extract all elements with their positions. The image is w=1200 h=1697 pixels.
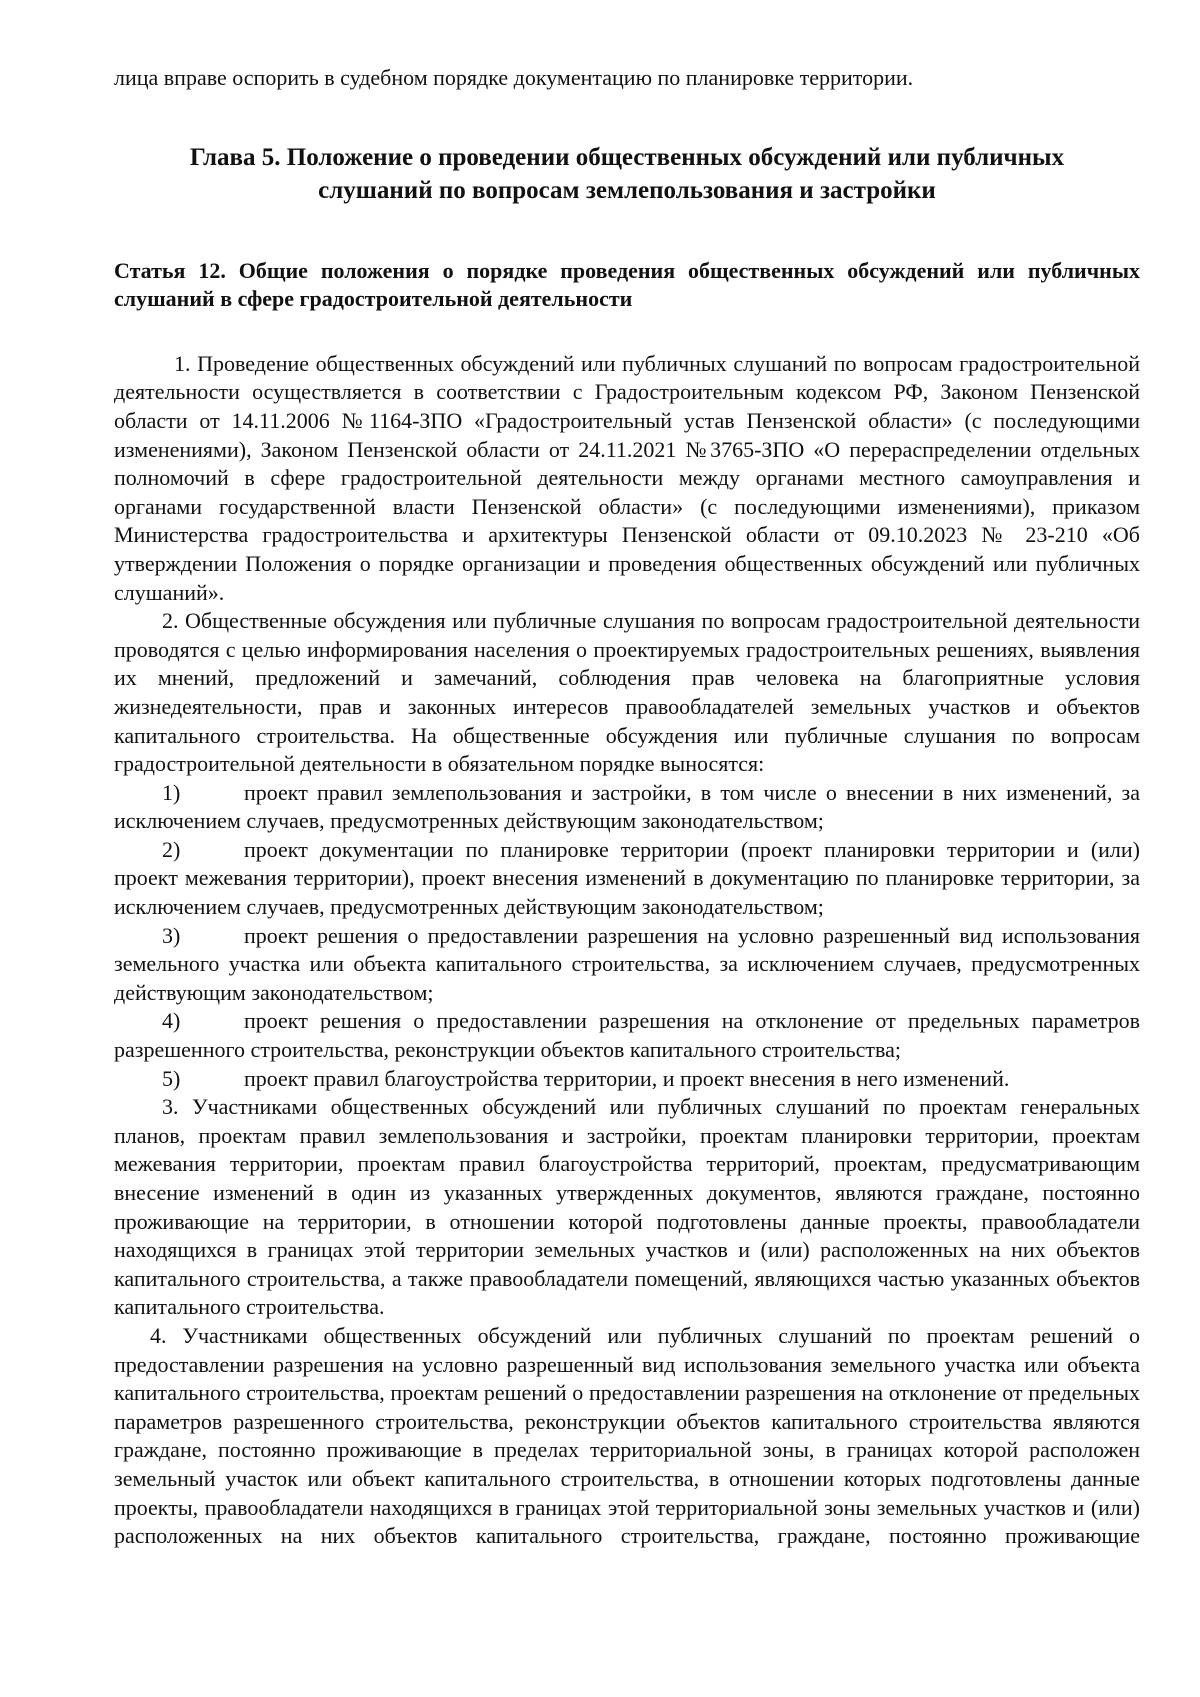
paragraph-3: 3. Участниками общественных обсуждений или публичных слушаний по проектам генеральных планов, проектам правил землепользования и застройки, проектам планировки территории, проектам межевания территории, проектам правил благоустройства территорий, проектам, предусматривающим внесение изменений в один из указанных утвержденных документов, являются граждане, постоянно проживающие на территории, в отношении которой подготовлены данные проекты, правообладатели находящихся в границах этой территории земельных участков и (или) расположенных на них объектов капитального строительства, а также правообладатели помещений, являющихся частью указанных объектов капитального строительства.: [114, 1094, 1140, 1320]
list-item-text: проект правил благоустройства территории, и проект внесения в него изменений.: [244, 1065, 1010, 1091]
list-item-text: проект документации по планировке территории (проект планировки территории и (или) проект межевания территории), проект внесения изменений в документацию по планировке территории, за исключением случаев, предусмотренных действующим законодательством;: [114, 836, 1140, 920]
paragraph-1: 1. Проведение общественных обсуждений или публичных слушаний по вопросам градостроительной деятельности осуществляется в соответствии с Градостроительным кодексом РФ, Законом Пензенской области от 14.11.2006 №1164-ЗПО «Градостроительный устав Пензенской области» (с последующими изменениями), Законом Пензенской области от 24.11.2021 №3765-ЗПО «О перераспределении отдельных полномочий в сфере градостроительной деятельности между органами местного самоуправления и органами государственной власти Пензенской области» (с последующими изменениями), приказом Министерства градостроительства и архитектуры Пензенской области от 09.10.2023 № 23-210 «Об утверждении Положения о порядке организации и проведения общественных обсуждений или публичных слушаний».: [114, 350, 1140, 605]
article-body: [114, 350, 1140, 1551]
list-item-number: 1): [162, 779, 181, 805]
mandatory-list: [114, 779, 1140, 1094]
article-title: Статья 12. Общие положения о порядке проведения общественных обсуждений или публичных слушаний в сфере градостроительной деятельности: [114, 257, 1140, 312]
list-item: [114, 1065, 1140, 1094]
list-item: [114, 779, 1140, 836]
list-item: [114, 836, 1140, 922]
list-item-number: 5): [162, 1065, 181, 1091]
paragraph-2: 2. Общественные обсуждения или публичные слушания по вопросам градостроительной деятельности проводятся с целью информирования населения о проектируемых градостроительных решениях, выявления их мнений, предложений и замечаний, соблюдения прав человека на благоприятные условия жизнедеятельности, прав и законных интересов правообладателей земельных участков и объектов капитального строительства. На общественные обсуждения или публичные слушания по вопросам градостроительной деятельности в обязательном порядке выносятся:: [114, 608, 1140, 777]
chapter-title: [114, 141, 1140, 207]
intro-line: лица вправе оспорить в судебном порядке документацию по планировке территории.: [114, 65, 914, 90]
list-item-number: 2): [162, 836, 181, 862]
list-item: [114, 922, 1140, 1008]
list-item-text: проект решения о предоставлении разрешения на условно разрешенный вид использования земельного участка или объекта капитального строительства, за исключением случаев, предусмотренных действующим законодательством;: [114, 922, 1140, 1005]
list-item-number: 3): [162, 922, 181, 948]
chapter-title-line-2: слушаний по вопросам землепользования и застройки: [318, 176, 936, 204]
list-item-text: проект правил землепользования и застройки, в том числе о внесении в них изменений, за исключением случаев, предусмотренных действующим законодательством;: [114, 779, 1140, 834]
list-item-number: 4): [162, 1008, 181, 1034]
list-item: [114, 1007, 1140, 1064]
chapter-title-line-1: Глава 5. Положение о проведении общественных обсуждений или публичных: [189, 143, 1065, 171]
document-page: [114, 64, 1140, 1551]
list-item-text: проект решения о предоставлении разрешения на отклонение от предельных параметров разрешенного строительства, реконструкции объектов капитального строительства;: [114, 1008, 1140, 1063]
paragraph-4: 4. Участниками общественных обсуждений или публичных слушаний по проектам решений о предоставлении разрешения на условно разрешенный вид использования земельного участка или объекта капитального строительства, проектам решений о предоставлении разрешения на отклонение от предельных параметров разрешенного строительства, реконструкции объектов капитального строительства являются граждане, постоянно проживающие в пределах территориальной зоны, в границах которой расположен земельный участок или объект капитального строительства, в отношении которых подготовлены данные проекты, правообладатели находящихся в границах этой территориальной зоны земельных участков и (или) расположенных на них объектов капитального строительства, граждане, постоянно проживающие: [114, 1322, 1140, 1549]
